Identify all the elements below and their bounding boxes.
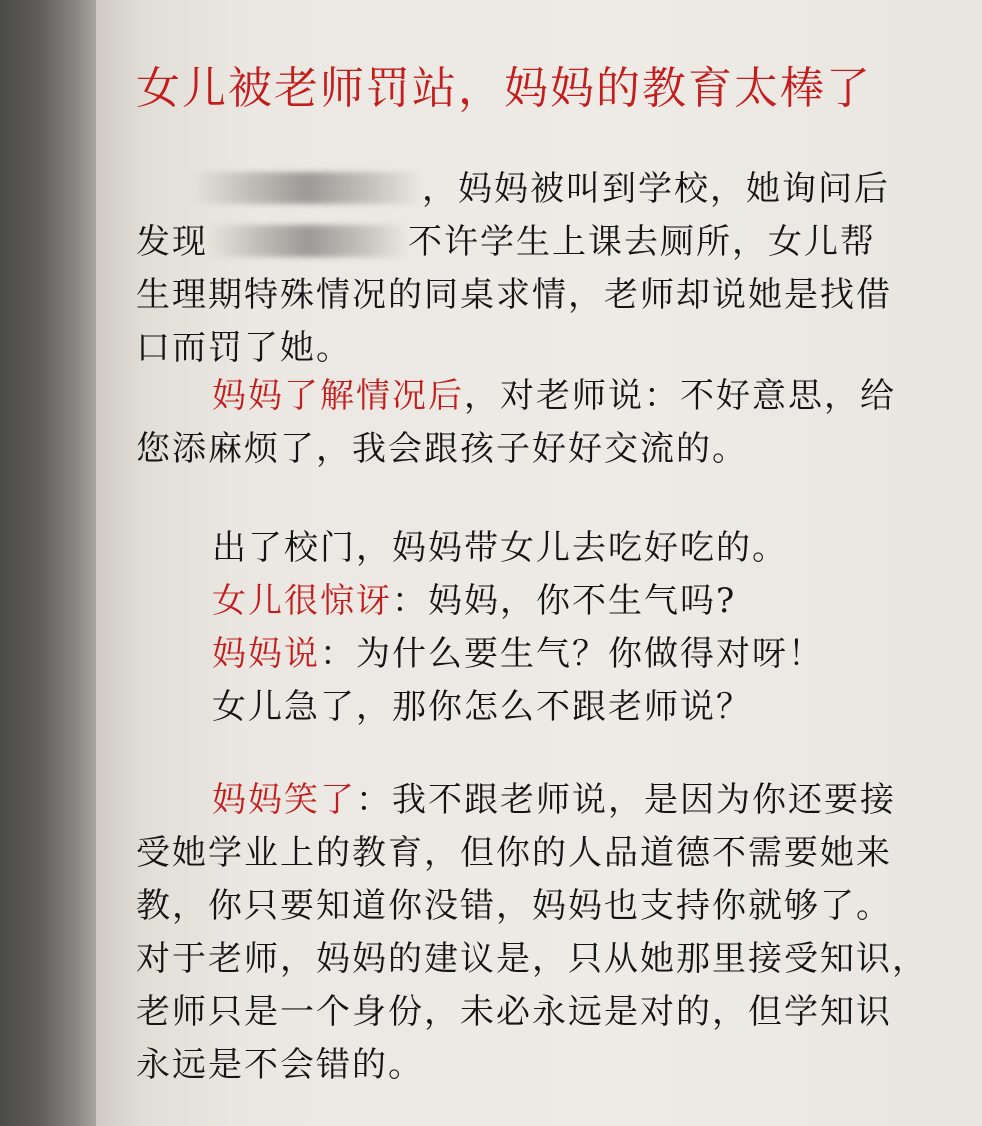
paragraph-1-line-4: 口而罚了她。 <box>136 328 352 368</box>
paragraph-4-line-3: 教，你只要知道你没错，妈妈也支持你就够了。 <box>136 886 892 926</box>
paragraph-2 <box>136 370 936 476</box>
paragraph-4-line-6: 永远是不会错的。 <box>136 1045 424 1085</box>
article-title: 女儿被老师罚站，妈妈的教育太棒了 <box>136 63 872 114</box>
paragraph-4-line-2: 受她学业上的教育，但你的人品道德不需要她来 <box>136 833 892 873</box>
paragraph-4-line-4: 对于老师，妈妈的建议是，只从她那里接受知识， <box>136 939 928 979</box>
paragraph-3-line-4: 女儿急了，那你怎么不跟老师说？ <box>212 687 752 727</box>
paragraph-1-line-3: 生理期特殊情况的同桌求情，老师却说她是找借 <box>136 275 892 315</box>
paragraph-3 <box>136 522 936 734</box>
paragraph-2-line-1: 妈妈了解情况后，对老师说：不好意思，给 <box>212 376 896 416</box>
paragraph-1 <box>136 163 936 375</box>
book-spine-shadow <box>0 0 110 1126</box>
paragraph-4-line-1: 妈妈笑了：我不跟老师说，是因为你还要接 <box>212 780 896 820</box>
paragraph-4 <box>136 774 936 1092</box>
paragraph-1-line-2: 发现 不许学生上课去厕所，女儿帮 <box>136 222 876 262</box>
paragraph-3-line-1: 出了校门，妈妈带女儿去吃好吃的。 <box>212 528 788 568</box>
paragraph-4-line-5: 老师只是一个身份，未必永远是对的，但学知识 <box>136 992 892 1032</box>
paragraph-2-line-2: 您添麻烦了，我会跟孩子好好交流的。 <box>136 429 748 469</box>
paragraph-3-line-3: 妈妈说：为什么要生气？你做得对呀！ <box>212 634 824 674</box>
highlight-text: 女儿很惊讶 <box>212 581 392 621</box>
redacted-text <box>208 225 408 257</box>
paragraph-1-line-1: ，妈妈被叫到学校，她询问后 <box>136 163 936 216</box>
highlight-text: 妈妈了解情况后 <box>212 376 464 416</box>
redacted-text <box>192 172 422 204</box>
highlight-text: 妈妈说 <box>212 634 320 674</box>
paragraph-3-line-2: 女儿很惊讶：妈妈，你不生气吗? <box>212 581 737 621</box>
highlight-text: 妈妈笑了 <box>212 780 356 820</box>
